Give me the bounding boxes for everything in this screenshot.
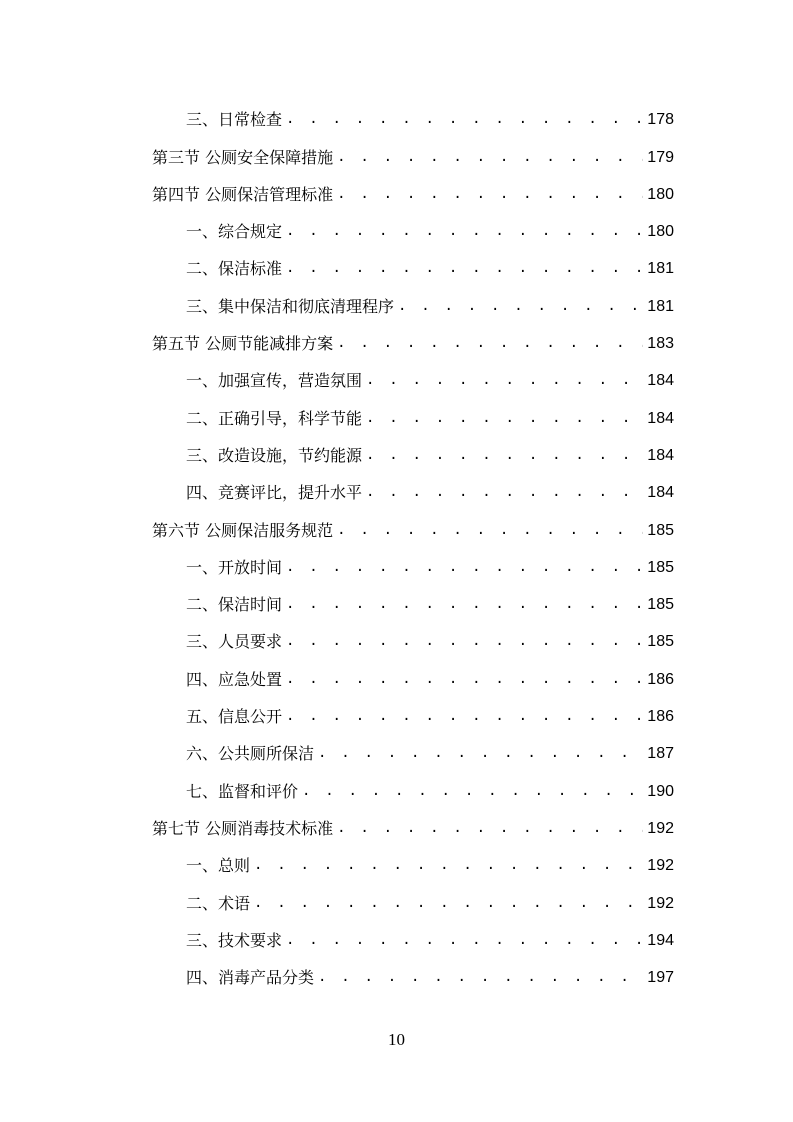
toc-entry-page: 186 <box>647 670 674 688</box>
toc-entry[interactable] <box>152 959 674 996</box>
toc-entry-title: 三、集中保洁和彻底清理程序 <box>186 296 395 316</box>
toc-entry[interactable] <box>152 735 674 772</box>
toc-leader-dots <box>286 250 643 287</box>
toc-entry[interactable] <box>152 138 674 175</box>
toc-entry-page: 183 <box>647 335 674 353</box>
toc-entry[interactable] <box>152 698 674 735</box>
toc-entry[interactable] <box>152 287 674 324</box>
toc-entry-title: 一、开放时间 <box>186 557 283 577</box>
toc-leader-dots <box>337 176 643 213</box>
toc-entry[interactable] <box>152 772 674 809</box>
toc-entry-page: 186 <box>647 708 674 726</box>
toc-leader-dots <box>366 362 643 399</box>
toc-entry[interactable] <box>152 810 674 847</box>
toc-entry-title: 五、信息公开 <box>186 707 283 727</box>
toc-entry-page: 181 <box>647 297 674 315</box>
toc-leader-dots <box>286 213 643 250</box>
toc-entry-page: 194 <box>647 931 674 949</box>
page-number: 10 <box>388 1030 405 1049</box>
toc-entry[interactable] <box>152 922 674 959</box>
toc-entry[interactable] <box>152 362 674 399</box>
toc-entry[interactable] <box>152 437 674 474</box>
toc-entry-title: 第四节 公厕保洁管理标准 <box>152 184 334 204</box>
toc-entry-title: 六、公共厕所保洁 <box>186 744 315 764</box>
toc-leader-dots <box>318 959 643 996</box>
toc-leader-dots <box>286 549 643 586</box>
toc-entry[interactable] <box>152 325 674 362</box>
toc-entry-title: 第三节 公厕安全保障措施 <box>152 147 334 167</box>
toc-entry-title: 一、总则 <box>186 856 251 876</box>
toc-leader-dots <box>337 139 643 176</box>
toc-entry-page: 192 <box>647 857 674 875</box>
toc-entry[interactable] <box>152 884 674 921</box>
toc-entry-title: 第六节 公厕保洁服务规范 <box>152 520 334 540</box>
toc-entry-page: 181 <box>647 260 674 278</box>
toc-entry-page: 184 <box>647 372 674 390</box>
toc-entry-title: 三、技术要求 <box>186 930 283 950</box>
toc-entry[interactable] <box>152 586 674 623</box>
toc-entry-page: 185 <box>647 633 674 651</box>
toc-entry-page: 185 <box>647 521 674 539</box>
toc-entry-title: 一、综合规定 <box>186 222 283 242</box>
toc-entry-title: 二、术语 <box>186 893 251 913</box>
toc-entry[interactable] <box>152 101 674 138</box>
toc-leader-dots <box>366 474 643 511</box>
toc-entry-title: 七、监督和评价 <box>186 781 299 801</box>
toc-leader-dots <box>302 773 643 810</box>
toc-leader-dots <box>366 437 643 474</box>
toc-entry[interactable] <box>152 549 674 586</box>
toc-entry-title: 三、日常检查 <box>186 110 283 130</box>
toc-entry-page: 185 <box>647 558 674 576</box>
toc-entry[interactable] <box>152 847 674 884</box>
toc-entry-page: 185 <box>647 596 674 614</box>
toc-entry[interactable] <box>152 660 674 697</box>
toc-leader-dots <box>366 400 643 437</box>
toc-entry-page: 180 <box>647 185 674 203</box>
toc-entry-page: 192 <box>647 819 674 837</box>
toc-entry-title: 三、人员要求 <box>186 632 283 652</box>
toc-entry-title: 四、应急处置 <box>186 669 283 689</box>
toc-entry[interactable] <box>152 623 674 660</box>
toc-entry-title: 二、保洁标准 <box>186 259 283 279</box>
toc-leader-dots <box>254 885 643 922</box>
toc-entry[interactable] <box>152 250 674 287</box>
toc-entry[interactable] <box>152 399 674 436</box>
toc-entry-page: 178 <box>647 111 674 129</box>
toc-leader-dots <box>337 512 643 549</box>
toc-entry-page: 190 <box>647 782 674 800</box>
toc-entry-page: 184 <box>647 446 674 464</box>
toc-entry-title: 三、改造设施，节约能源 <box>186 445 363 465</box>
toc-entry-page: 180 <box>647 223 674 241</box>
toc-entry-title: 第五节 公厕节能减排方案 <box>152 334 334 354</box>
table-of-contents <box>152 101 674 996</box>
toc-entry-page: 197 <box>647 969 674 987</box>
toc-entry[interactable] <box>152 511 674 548</box>
toc-entry[interactable] <box>152 213 674 250</box>
toc-leader-dots <box>254 847 643 884</box>
toc-leader-dots <box>318 735 643 772</box>
toc-leader-dots <box>286 586 643 623</box>
toc-entry-title: 二、保洁时间 <box>186 595 283 615</box>
toc-entry-page: 192 <box>647 894 674 912</box>
toc-leader-dots <box>337 810 643 847</box>
toc-leader-dots <box>286 922 643 959</box>
toc-entry-page: 184 <box>647 484 674 502</box>
toc-leader-dots <box>286 101 643 138</box>
toc-entry[interactable] <box>152 176 674 213</box>
toc-leader-dots <box>337 325 643 362</box>
toc-entry-title: 四、消毒产品分类 <box>186 968 315 988</box>
toc-leader-dots <box>398 288 643 325</box>
toc-entry[interactable] <box>152 474 674 511</box>
toc-entry-page: 179 <box>647 148 674 166</box>
toc-leader-dots <box>286 661 643 698</box>
toc-entry-page: 187 <box>647 745 674 763</box>
toc-entry-title: 第七节 公厕消毒技术标准 <box>152 818 334 838</box>
toc-leader-dots <box>286 698 643 735</box>
toc-entry-title: 二、正确引导，科学节能 <box>186 408 363 428</box>
toc-entry-title: 一、加强宣传，营造氛围 <box>186 371 363 391</box>
toc-leader-dots <box>286 623 643 660</box>
toc-entry-title: 四、竞赛评比，提升水平 <box>186 483 363 503</box>
toc-entry-page: 184 <box>647 409 674 427</box>
